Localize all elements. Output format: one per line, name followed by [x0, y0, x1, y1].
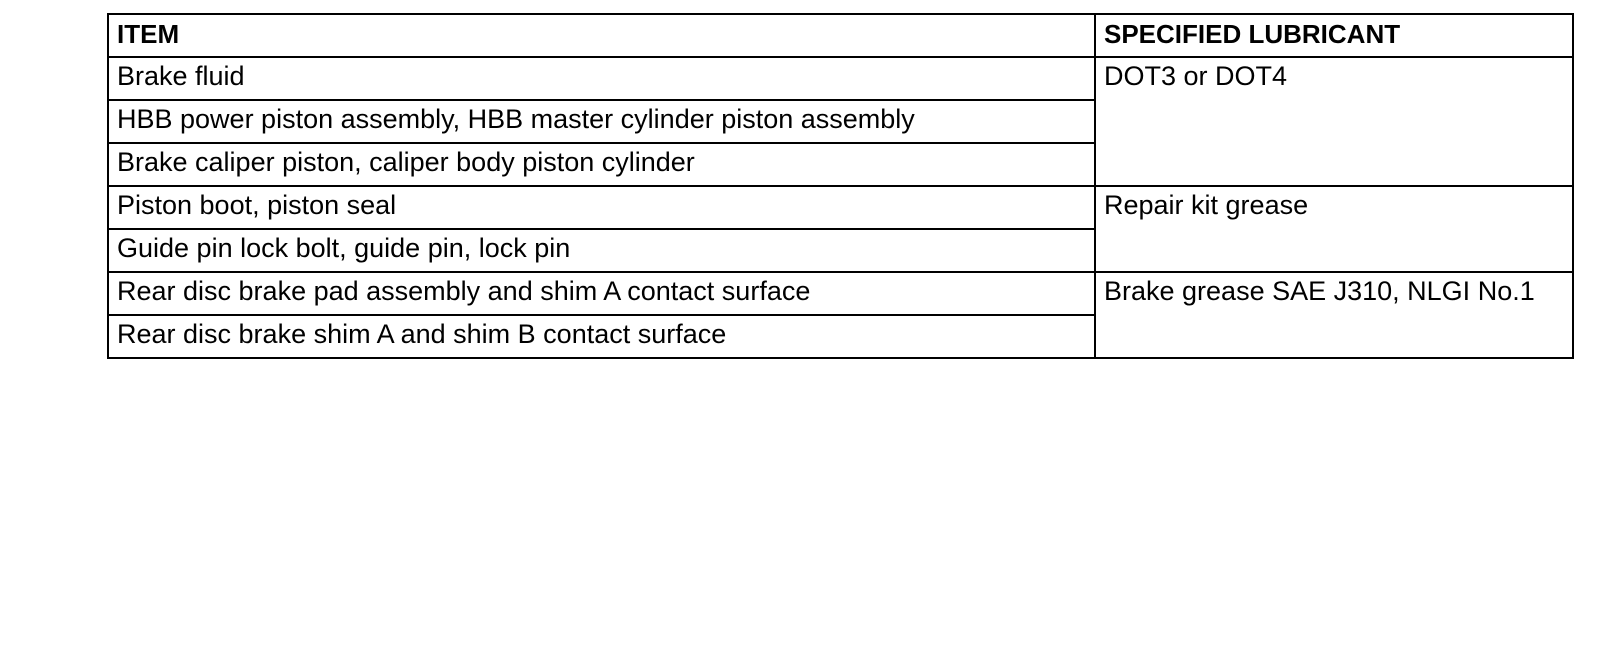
lubricant-cell: Repair kit grease — [1095, 186, 1573, 272]
table-row — [108, 272, 1573, 315]
item-cell: Piston boot, piston seal — [108, 186, 1095, 229]
item-cell: Guide pin lock bolt, guide pin, lock pin — [108, 229, 1095, 272]
table-row — [108, 186, 1573, 229]
item-cell: Brake caliper piston, caliper body piston cylinder — [108, 143, 1095, 186]
item-cell: Rear disc brake shim A and shim B contact surface — [108, 315, 1095, 358]
table-header-row — [108, 14, 1573, 57]
item-cell: HBB power piston assembly, HBB master cylinder piston assembly — [108, 100, 1095, 143]
lubricant-cell: DOT3 or DOT4 — [1095, 57, 1573, 186]
item-cell: Brake fluid — [108, 57, 1095, 100]
table-row — [108, 57, 1573, 100]
lubricant-cell: Brake grease SAE J310, NLGI No.1 — [1095, 272, 1573, 358]
lubricant-spec-table — [107, 13, 1574, 359]
header-item: ITEM — [108, 14, 1095, 57]
item-cell: Rear disc brake pad assembly and shim A contact surface — [108, 272, 1095, 315]
header-specified-lubricant: SPECIFIED LUBRICANT — [1095, 14, 1573, 57]
